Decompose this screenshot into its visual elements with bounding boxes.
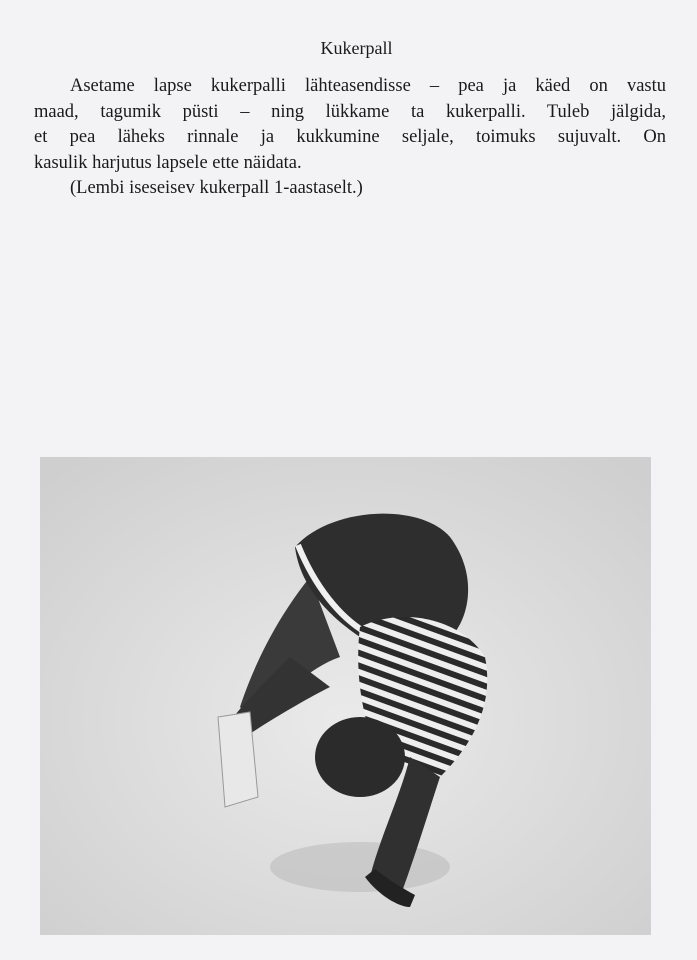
photo-caption: (Lembi iseseisev kukerpall 1-aastaselt.) [70,178,363,198]
paragraph-line: et pea läheks rinnale ja kukkumine seljale, toimuks sujuvalt. On [34,127,666,147]
paragraph-line: kasulik harjutus lapsele ette näidata. [34,152,302,173]
paragraph-line: Asetame lapse kukerpalli lähteasendisse – pea ja käed on vastu [70,76,666,96]
body-paragraph [34,74,666,202]
paragraph-line: maad, tagumik püsti – ning lükkame ta kukerpalli. Tuleb jälgida, [34,101,666,122]
page-title: Kukerpall [320,38,393,58]
photo-child-somersault [40,457,651,935]
